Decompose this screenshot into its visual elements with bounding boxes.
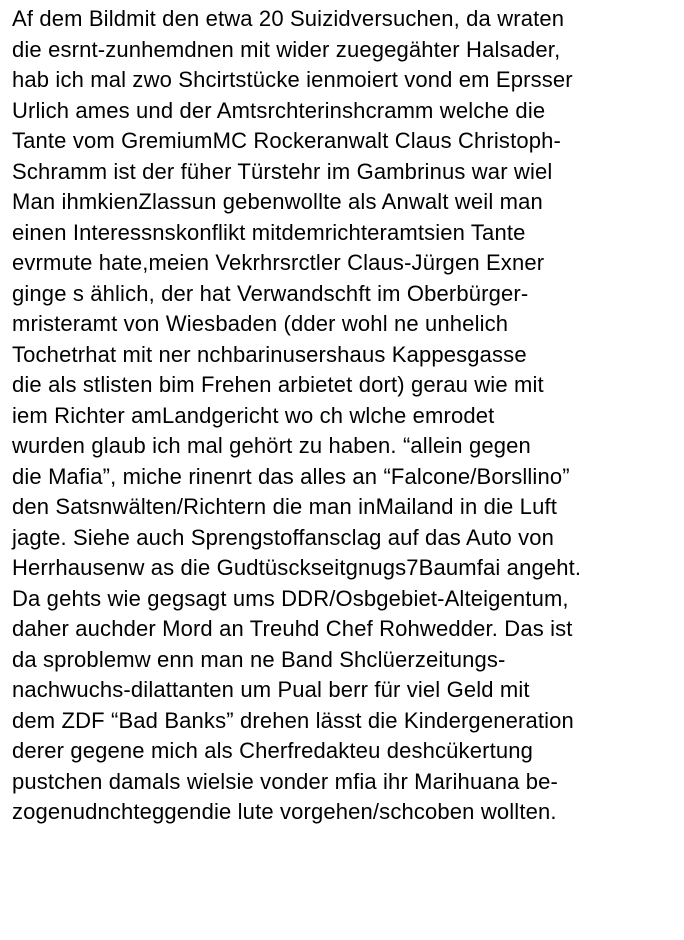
text-line: die Mafia”, miche rinenrt das alles an “Falcone/Borsllino” xyxy=(12,463,570,489)
text-line: dem ZDF “Bad Banks” drehen lässt die Kindergeneration xyxy=(12,707,574,733)
text-line: die esrnt-zunhemdnen mit wider zuegegähter Halsader, xyxy=(12,36,561,62)
text-line: Herrhausenw as die Gudtüsckseitgnugs7Baumfai angeht. xyxy=(12,555,582,580)
text-line: mristeramt von Wiesbaden (dder wohl ne unhelich xyxy=(12,311,509,336)
text-line: Urlich ames und der Amtsrchterinshcramm welche die xyxy=(12,97,546,123)
text-line: zogenudnchteggendie lute vorgehen/schcoben wollten. xyxy=(12,799,557,824)
text-line: pustchen damals wielsie vonder mfia ihr Marihuana be- xyxy=(12,768,558,794)
text-line: nachwuchs-dilattanten um Pual berr für viel Geld mit xyxy=(12,677,530,702)
text-line: jagte. Siehe auch Sprengstoffansclag auf das Auto von xyxy=(12,524,555,550)
text-line: iem Richter amLandgericht wo ch wlche emrodet xyxy=(12,402,495,428)
text-line: den Satsnwälten/Richtern die man inMailand in die Luft xyxy=(12,494,557,519)
text-line: wurden glaub ich mal gehört zu haben. “allein gegen xyxy=(12,433,531,458)
text-line: da sproblemw enn man ne Band Shclüerzeitungs- xyxy=(12,646,506,672)
text-line: Tochetrhat mit ner nchbarinusershaus Kappesgasse xyxy=(12,341,527,367)
text-line: Man ihmkienZlassun gebenwollte als Anwalt weil man xyxy=(12,189,543,214)
text-line: die als stlisten bim Frehen arbietet dort) gerau wie mit xyxy=(12,372,544,397)
body-text xyxy=(12,4,682,828)
text-line: Af dem Bildmit den etwa 20 Suizidversuchen, da wraten xyxy=(12,6,565,31)
text-line: Schramm ist der füher Türstehr im Gambrinus war wiel xyxy=(12,158,553,184)
text-line: hab ich mal zwo Shcirtstücke ienmoiert vond em Eprsser xyxy=(12,67,573,92)
text-line: Tante vom GremiumMC Rockeranwalt Claus Christoph- xyxy=(12,128,561,153)
text-line: daher auchder Mord an Treuhd Chef Rohwedder. Das ist xyxy=(12,616,573,641)
text-line: derer gegene mich als Cherfredakteu deshcükertung xyxy=(12,738,533,763)
text-line: Da gehts wie gegsagt ums DDR/Osbgebiet-Alteigentum, xyxy=(12,585,569,611)
text-line: ginge s ählich, der hat Verwandschft im Oberbürger- xyxy=(12,280,529,306)
text-line: evrmute hate,meien Vekrhrsrctler Claus-Jürgen Exner xyxy=(12,250,545,275)
text-line: einen Interessnskonflikt mitdemrichteramtsien Tante xyxy=(12,219,526,245)
